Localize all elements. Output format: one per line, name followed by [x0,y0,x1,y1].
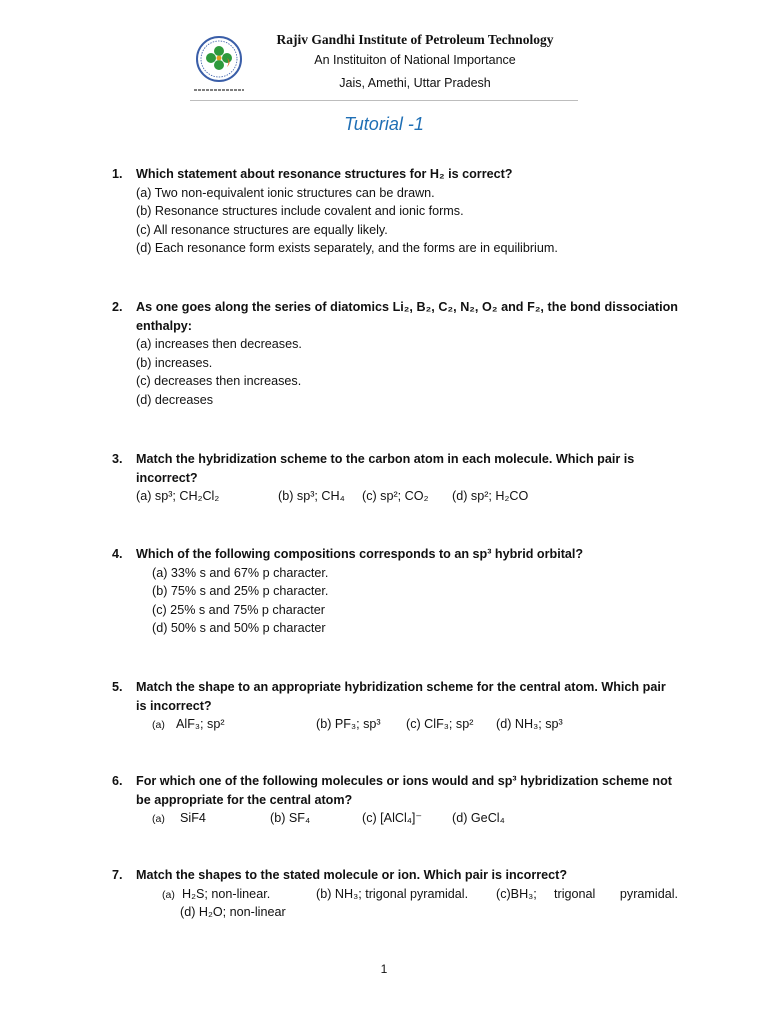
question-number: 1. [112,167,123,181]
institute-subtitle: An Instituiton of National Importance [314,53,516,67]
option-c: (c) sp²; CO₂ [362,489,429,504]
option-a-label: (a) [152,719,165,732]
question-text: Which statement about resonance structures for H₂ is correct? [136,167,513,181]
question-text: As one goes along the series of diatomics Li₂, B₂, C₂, N₂, O₂ and F₂, the bond dissociation enthalpy: [136,300,678,333]
option-a: H₂S; non-linear. [182,886,271,901]
question-5 [112,678,678,734]
option-a: AlF₃; sp² [176,717,225,732]
question-number: 7. [112,868,123,882]
option-c: (c) 25% s and 75% p character [152,602,325,617]
option-c: (c) All resonance structures are equally likely. [136,222,388,237]
institute-location: Jais, Amethi, Uttar Pradesh [339,76,491,90]
question-number: 3. [112,452,123,466]
option-a-label: (a) [162,888,175,901]
option-a: (a) 33% s and 67% p character. [152,565,329,580]
question-3 [112,450,678,506]
question-text: Match the shapes to the stated molecule or ion. Which pair is incorrect? [136,868,568,882]
question-text: Match the hybridization scheme to the carbon atom in each molecule. Which pair is incorrect? [136,452,635,485]
question-number: 6. [112,774,123,788]
option-c: (c) ClF₃; sp² [406,717,474,732]
page-title: Tutorial -1 [344,114,424,134]
option-b: (b) 75% s and 25% p character. [152,584,329,599]
letterhead [190,30,578,100]
option-d: (d) GeCl₄ [452,811,505,826]
question-7 [112,866,678,922]
option-c: (c) decreases then increases. [136,374,302,389]
question-text: Match the shape to an appropriate hybridization scheme for the central atom. Which pair is incorrect? [136,680,666,713]
option-a-label: (a) [152,813,165,826]
option-d: (d) 50% s and 50% p character [152,621,326,636]
option-b: (b) sp³; CH₄ [278,489,345,504]
option-c: (c)BH₃; [496,886,537,901]
option-a: (a) Two non-equivalent ionic structures can be drawn. [136,185,435,200]
option-d: (d) H₂O; non-linear [180,905,286,920]
option-a: SiF4 [180,811,206,826]
option-b: (b) Resonance structures include covalent and ionic forms. [136,204,464,219]
question-2 [112,298,678,410]
option-c: (c) [AlCl₄]⁻ [362,811,423,826]
option-b: (b) SF₄ [270,811,311,826]
option-a: (a) sp³; CH₂Cl₂ [136,489,220,504]
question-text: For which one of the following molecules or ions would and sp³ hybridization scheme not be appropriate for the central atom? [136,774,672,807]
header-divider [190,100,578,101]
option-d: (d) Each resonance form exists separately, and the forms are in equilibrium. [136,241,558,256]
question-number: 2. [112,300,123,314]
option-d: (d) sp²; H₂CO [452,489,529,504]
option-d: (d) decreases [136,392,213,407]
question-number: 4. [112,547,123,561]
institute-logo [190,34,248,94]
option-b: (b) increases. [136,355,213,370]
question-number: 5. [112,680,123,694]
option-d: (d) NH₃; sp³ [496,717,563,732]
question-1 [112,165,678,258]
option-c-shape-1: trigonal [554,886,596,901]
institute-name: Rajiv Gandhi Institute of Petroleum Technology [276,32,554,47]
question-4 [112,545,678,638]
question-text: Which of the following compositions corresponds to an sp³ hybrid orbital? [136,547,584,561]
question-6 [112,772,678,828]
option-b: (b) NH₃; trigonal pyramidal. [316,886,469,901]
page-number: 1 [380,962,388,976]
option-c-shape-2: pyramidal. [619,886,678,901]
option-b: (b) PF₃; sp³ [316,717,381,732]
option-a: (a) increases then decreases. [136,337,302,352]
